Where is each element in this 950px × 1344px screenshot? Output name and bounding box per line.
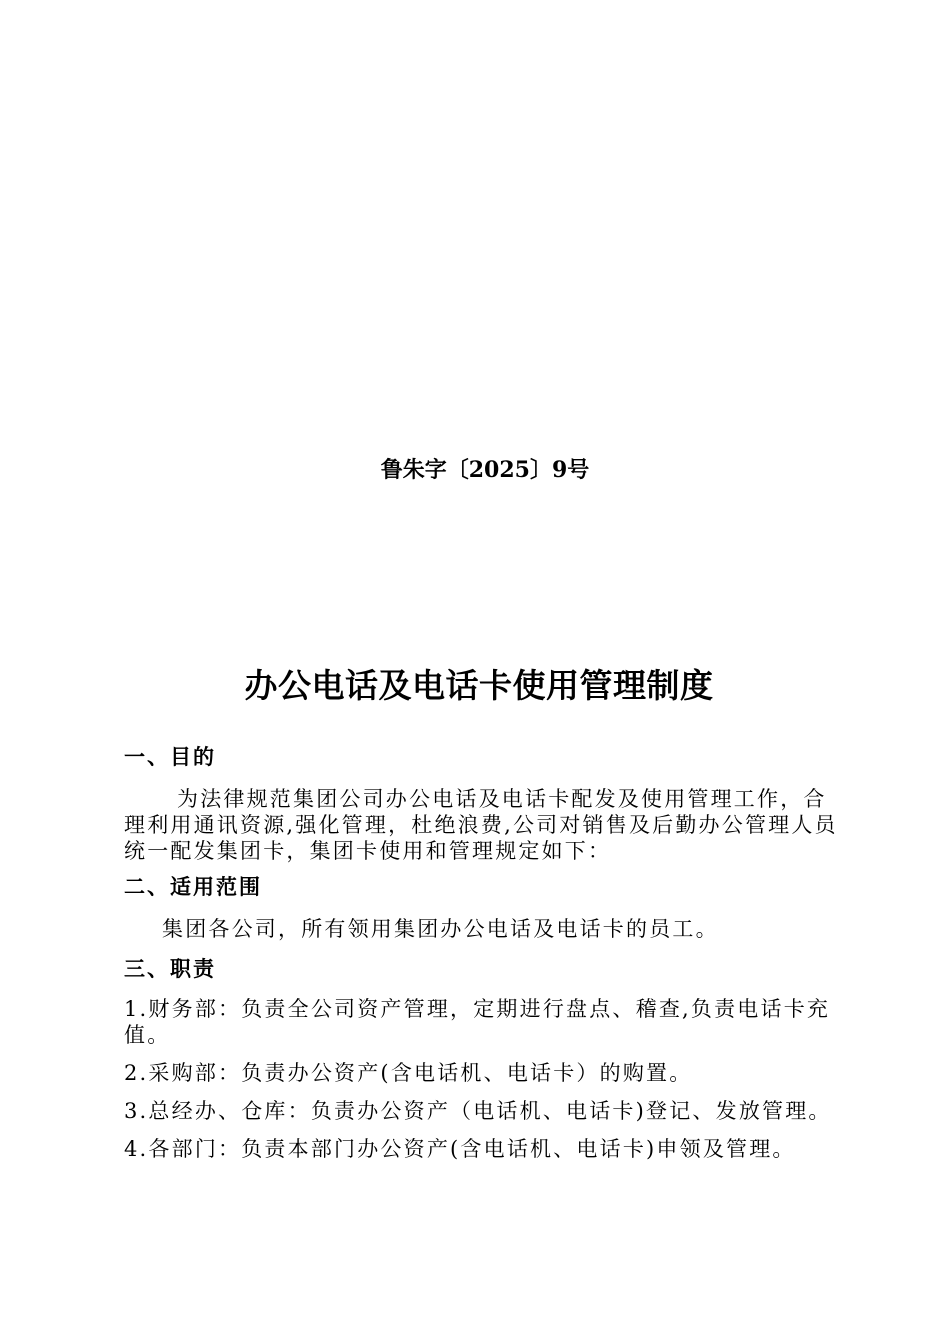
document-body (124, 742, 844, 1162)
duty-item-finance: 1.财务部：负责全公司资产管理，定期进行盘点、稽查,负责电话卡充值。 (124, 997, 831, 1047)
duty-item-departments: 4.各部门：负责本部门办公资产(含电话机、电话卡)申领及管理。 (124, 1137, 796, 1161)
section-heading-purpose: 一、目的 (124, 744, 216, 769)
duty-item-procurement: 2.采购部：负责办公资产(含电话机、电话卡）的购置。 (124, 1061, 693, 1085)
scope-paragraph: 集团各公司，所有领用集团办公电话及电话卡的员工。 (162, 917, 719, 941)
document-title: 办公电话及电话卡使用管理制度 (244, 666, 714, 705)
section-heading-scope: 二、适用范围 (124, 874, 262, 899)
section-heading-duties: 三、职责 (124, 956, 216, 981)
purpose-paragraph: 为法律规范集团公司办公电话及电话卡配发及使用管理工作，合理利用通讯资源,强化管理，杜绝浪费,公司对销售及后勤办公管理人员统一配发集团卡，集团卡使用和管理规定如下： (124, 787, 838, 863)
document-number: 鲁朱字〔2025〕9号 (380, 457, 590, 483)
duty-item-general-office: 3.总经办、仓库：负责办公资产（电话机、电话卡)登记、发放管理。 (124, 1099, 832, 1123)
